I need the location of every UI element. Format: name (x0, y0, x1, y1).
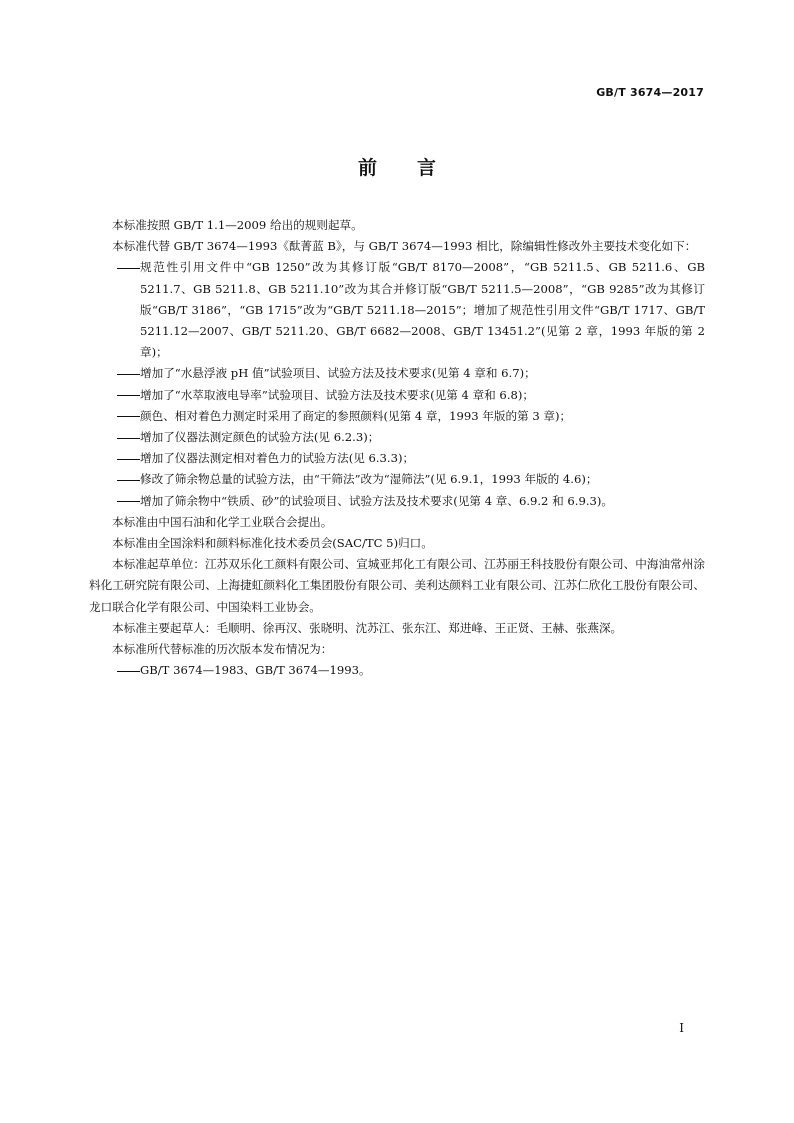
list-item (117, 363, 705, 384)
list-item (117, 427, 705, 448)
list-item (117, 469, 705, 490)
dash-marker (117, 406, 140, 427)
dash-marker (117, 427, 140, 448)
list-item-text: 增加了筛余物中“铁质、砂”的试验项目、试验方法及技术要求(见第 4 章、6.9.2 和 6.9.3)。 (140, 493, 614, 508)
title-char-2: 言 (417, 157, 437, 179)
list-item-text: 增加了仪器法测定颜色的试验方法(见 6.2.3)； (140, 430, 380, 445)
list-item-text: 规范性引用文件中“GB 1250”改为其修订版“GB/T 8170—2008”，“GB 5211.5、GB 5211.6、GB 5211.7、GB 5211.8、GB 5211.10”改为其合并修订版“GB/T 5211.5—2008”，“GB 9285”改为其修订版“GB/T 3186”，“GB 1715”改为“GB/T 5211.18—2015”；增加了规范性引用文件“GB/T 1717、GB/T 5211.12—2007、GB/T 5211.20、GB/T 6682—2008、GB/T 13451.2”(见第 2 章，1993 年版的第 2 章)； (140, 260, 705, 360)
list-item-text: 增加了“水萃取液电导率”试验项目、试验方法及技术要求(见第 4 章和 6.8)； (140, 387, 534, 402)
list-item (117, 660, 705, 681)
paragraph-history-intro: 本标准所代替标准的历次版本发布情况为： (112, 642, 333, 657)
history-list (89, 660, 705, 681)
dash-marker (117, 257, 140, 363)
list-item-text: 修改了筛余物总量的试验方法，由“干筛法”改为“湿筛法”(见 6.9.1，1993 年版的 4.6)； (140, 472, 598, 487)
standard-code: GB/T 3674—2017 (596, 86, 704, 99)
dash-marker (117, 448, 140, 469)
list-item (117, 257, 705, 363)
list-item-text: 颜色、相对着色力测定时采用了商定的参照颜料(见第 4 章，1993 年版的第 3 章)； (140, 408, 572, 423)
paragraph-proposer: 本标准由中国石油和化学工业联合会提出。 (112, 514, 333, 529)
paragraph-drafting-units: 本标准起草单位：江苏双乐化工颜料有限公司、宣城亚邦化工有限公司、江苏丽王科技股份有限公司、中海油常州涂料化工研究院有限公司、上海捷虹颜料化工集团股份有限公司、美利达颜料工业有限公司、江苏仁欣化工股份有限公司、龙口联合化学有限公司、中国染料工业协会。 (89, 557, 705, 614)
list-item (117, 406, 705, 427)
page-title (0, 153, 794, 180)
paragraph-drafting-rules: 本标准按照 GB/T 1.1—2009 给出的规则起草。 (112, 218, 363, 232)
list-item (117, 385, 705, 406)
foreword-body (89, 215, 705, 681)
title-char-1: 前 (357, 157, 377, 179)
list-item (117, 448, 705, 469)
list-item-text: 增加了“水悬浮液 pH 值”试验项目、试验方法及技术要求(见第 4 章和 6.7)； (140, 366, 536, 381)
page-number: I (679, 1021, 684, 1035)
changes-list (89, 257, 705, 511)
paragraph-committee: 本标准由全国涂料和颜料标准化技术委员会(SAC/TC 5)归口。 (112, 536, 433, 551)
dash-marker (117, 491, 140, 512)
list-item (117, 491, 705, 512)
dash-marker (117, 363, 140, 384)
list-item-text: 增加了仪器法测定相对着色力的试验方法(见 6.3.3)； (140, 451, 415, 466)
dash-marker (117, 469, 140, 490)
dash-marker (117, 660, 140, 681)
dash-marker (117, 385, 140, 406)
paragraph-drafters: 本标准主要起草人：毛顺明、徐再汉、张晓明、沈苏江、张东江、郑进峰、王正贤、王赫、张燕深。 (112, 620, 623, 635)
paragraph-replacement: 本标准代替 GB/T 3674—1993《酞菁蓝 B》，与 GB/T 3674—1993 相比，除编辑性修改外主要技术变化如下： (112, 239, 697, 254)
list-item-text: GB/T 3674—1983、GB/T 3674—1993。 (140, 663, 371, 678)
